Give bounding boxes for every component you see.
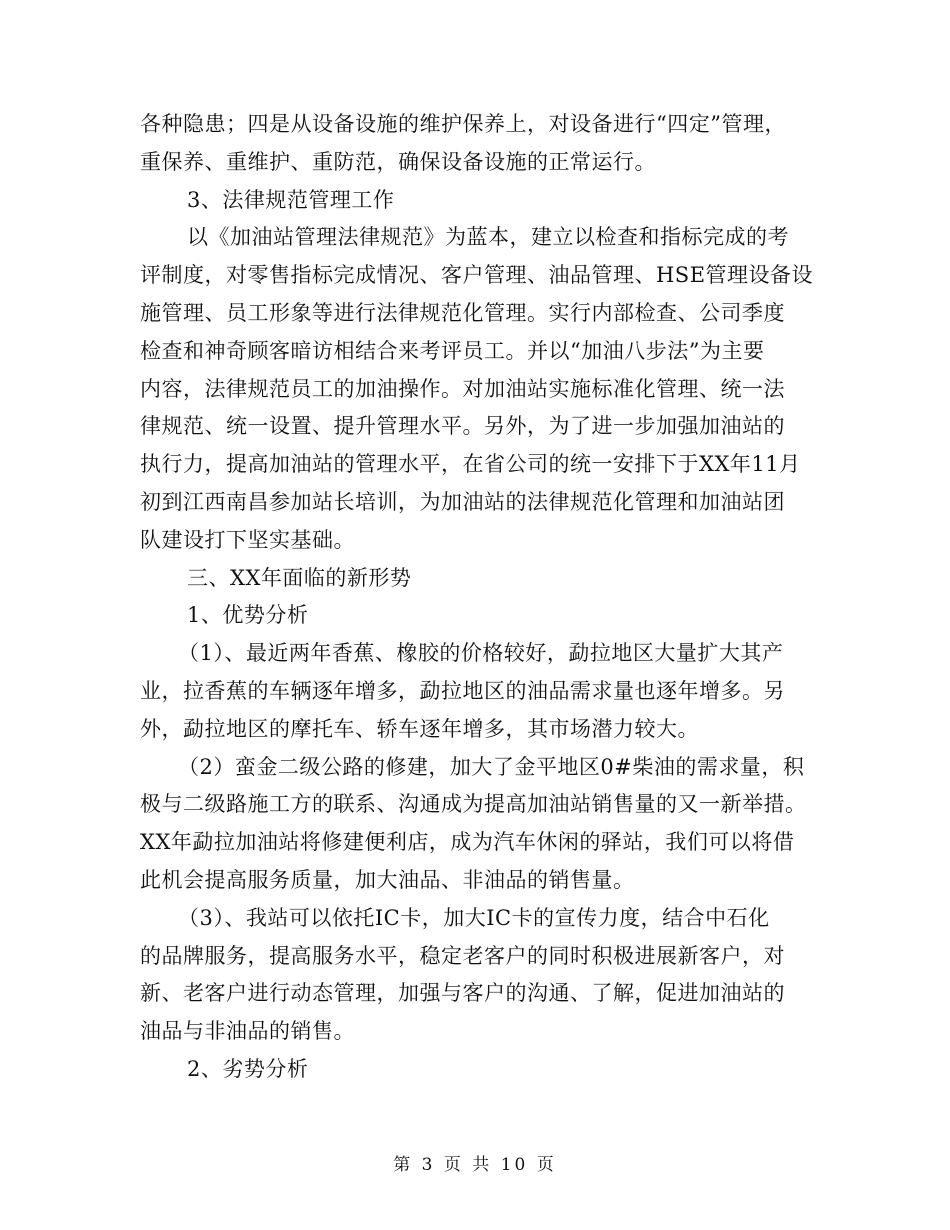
paragraph-line: 律规范、统一设置、提升管理水平。另外，为了进一步加强加油站的	[140, 414, 785, 439]
paragraph-line: XX年勐拉加油站将修建便利店，成为汽车休闲的驿站，我们可以将借	[140, 830, 795, 855]
section-heading: 三、XX年面临的新形势	[187, 565, 412, 590]
section-heading: 3、法律规范管理工作	[187, 187, 395, 212]
paragraph-line: 重保养、重维护、重防范，确保设备设施的正常运行。	[140, 149, 656, 174]
paragraph-line: 油品与非油品的销售。	[140, 1019, 355, 1044]
paragraph-line: （1）、最近两年香蕉、橡胶的价格较好，勐拉地区大量扩大其产	[178, 641, 784, 666]
paragraph-line: 施管理、员工形象等进行法律规范化管理。实行内部检查、公司季度	[140, 300, 785, 325]
paragraph-line: 业，拉香蕉的车辆逐年增多，勐拉地区的油品需求量也逐年增多。另	[140, 678, 785, 703]
paragraph-line: 执行力，提高加油站的管理水平，在省公司的统一安排下于XX年11月	[140, 452, 801, 477]
paragraph-line: 初到江西南昌参加站长培训，为加油站的法律规范化管理和加油站团	[140, 489, 785, 514]
document-body	[140, 106, 820, 1089]
paragraph-line: 极与二级路施工方的联系、沟通成为提高加油站销售量的又一新举措。	[140, 792, 807, 817]
paragraph-line: 此机会提高服务质量，加大油品、非油品的销售量。	[140, 867, 635, 892]
paragraph-line: 各种隐患；四是从设备设施的维护保养上，对设备进行“四定”管理，	[140, 112, 786, 136]
paragraph-line: （2）蛮金二级公路的修建，加大了金平地区0#柴油的需求量，积	[178, 754, 805, 779]
paragraph-line: 评制度，对零售指标完成情况、客户管理、油品管理、HSE管理设备设	[140, 263, 814, 288]
paragraph-line: 外，勐拉地区的摩托车、轿车逐年增多，其市场潜力较大。	[140, 716, 699, 741]
paragraph-line: 内容，法律规范员工的加油操作。对加油站实施标准化管理、统一法	[140, 376, 785, 401]
page-footer: 第 3 页 共 10 页	[393, 1155, 557, 1175]
paragraph-line: 队建设打下坚实基础。	[140, 527, 355, 552]
paragraph-line: 的品牌服务，提高服务水平，稳定老客户的同时积极进展新客户，对	[140, 943, 785, 968]
paragraph-line: （3）、我站可以依托IC卡，加大IC卡的宣传力度，结合中石化	[178, 905, 770, 930]
paragraph-line: 以《加油站管理法律规范》为蓝本，建立以检查和指标完成的考	[187, 225, 789, 250]
subsection-heading: 1、优势分析	[187, 603, 309, 628]
paragraph-line: 新、老客户进行动态管理，加强与客户的沟通、了解，促进加油站的	[140, 981, 785, 1006]
paragraph-line: 检查和神奇顾客暗访相结合来考评员工。并以“加油八步法”为主要	[140, 338, 765, 363]
subsection-heading: 2、劣势分析	[187, 1056, 309, 1081]
